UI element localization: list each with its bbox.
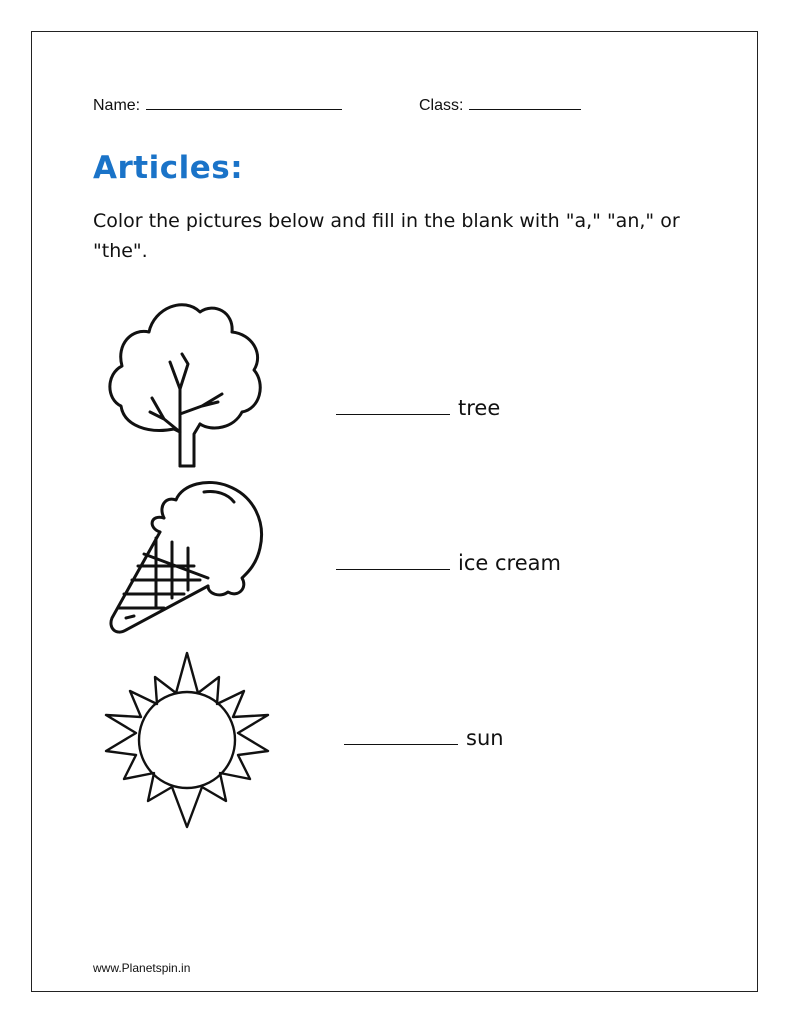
name-field [93, 95, 342, 115]
tree-blank[interactable] [336, 396, 450, 415]
sun-word: sun [466, 726, 504, 750]
ice-cream-answer [336, 551, 561, 575]
ice-cream-word: ice cream [458, 551, 561, 575]
class-blank[interactable] [469, 95, 581, 110]
class-field [419, 95, 581, 115]
page-title: Articles: [93, 150, 244, 186]
footer-url: www.Planetspin.in [93, 961, 191, 975]
name-blank[interactable] [146, 95, 342, 110]
class-label: Class: [419, 97, 464, 114]
ice-cream-blank[interactable] [336, 551, 450, 570]
sun-answer [344, 726, 504, 750]
name-label: Name: [93, 97, 141, 114]
tree-answer [336, 396, 500, 420]
sun-icon [102, 651, 272, 829]
instructions: Color the pictures below and fill in the blank with "a," "an," or "the". [93, 210, 680, 262]
tree-icon [104, 294, 268, 470]
ice-cream-icon [104, 478, 270, 638]
tree-word: tree [458, 396, 501, 420]
sun-blank[interactable] [344, 726, 458, 745]
